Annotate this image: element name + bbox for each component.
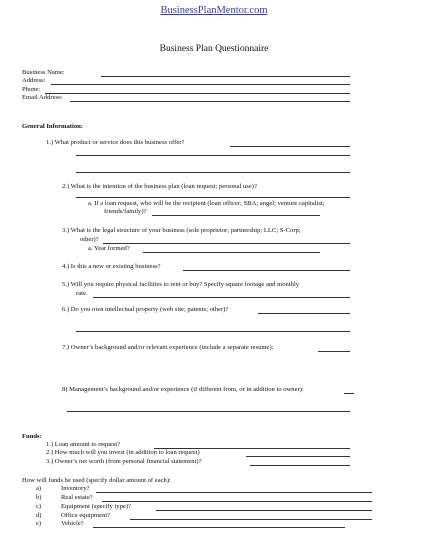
funds-item-3: 3.) Owner’s net worth (from personal financial statement)? <box>46 458 202 465</box>
question-1-answer-line-2[interactable] <box>76 155 350 156</box>
funds-usage-intro: How will funds be used (specify dollar amount of each): <box>22 477 171 484</box>
question-2a-answer[interactable] <box>152 215 320 216</box>
usage-label-office-equipment: Office equipment? <box>61 512 111 519</box>
usage-equipment-answer[interactable] <box>156 510 372 511</box>
question-1: 1.) What product or service does this business offer? <box>46 139 185 146</box>
question-5-line-1: 5.) Will you require physical facilities to rent or buy? Specify square footage and monthly <box>62 281 300 288</box>
funds-item-3-answer[interactable] <box>250 465 350 466</box>
usage-inventory-answer[interactable] <box>96 492 372 493</box>
usage-letter-d: d) <box>36 512 42 519</box>
question-4: 4.) Is this a new or existing business? <box>62 263 161 270</box>
usage-letter-c: c) <box>36 503 42 510</box>
business-name-label: Business Name: <box>22 69 65 76</box>
question-2a-line-1: a. If a loan request, who will be the recipient (loan officer; SBA; angel; venture capitalist; <box>88 200 325 207</box>
question-6: 6.) Do you own intellectual property (web site; patents; other)? <box>62 306 229 313</box>
email-label: Email Address: <box>22 94 63 101</box>
address-field[interactable] <box>51 84 350 85</box>
funds-item-2: 2.) How much will you invest (in addition to loan request) <box>46 449 200 456</box>
question-8-answer[interactable] <box>344 393 354 394</box>
question-1-answer[interactable] <box>230 146 350 147</box>
usage-label-inventory: Inventory? <box>61 485 90 492</box>
phone-label: Phone: <box>22 86 41 93</box>
question-3-line-2: other)? <box>80 236 99 243</box>
address-label: Address: <box>22 77 46 84</box>
usage-office-equipment-answer[interactable] <box>130 519 372 520</box>
funds-item-1: 1.) Loan amount to request? <box>46 441 121 448</box>
business-name-field[interactable] <box>101 76 350 77</box>
question-7-answer[interactable] <box>318 351 350 352</box>
funds-item-2-answer[interactable] <box>246 456 350 457</box>
usage-label-equipment: Equipment (specify type)? <box>61 503 131 510</box>
question-2-answer[interactable] <box>76 197 350 198</box>
phone-field[interactable] <box>45 93 350 94</box>
question-1-answer-line-3[interactable] <box>76 172 350 173</box>
question-5-line-2: rate. <box>76 290 88 297</box>
email-field[interactable] <box>70 101 350 102</box>
question-5-answer[interactable] <box>93 297 350 298</box>
question-2: 2.) What is the intention of the business plan (loan request; personal use)? <box>62 183 257 190</box>
question-3a: a. Year formed? <box>88 245 130 252</box>
question-4-answer[interactable] <box>183 270 350 271</box>
usage-letter-e: e) <box>36 520 42 527</box>
usage-label-vehicle: Vehicle? <box>61 520 84 527</box>
question-3-answer[interactable] <box>103 243 350 244</box>
question-2a-line-2: friends/family)? <box>104 208 147 215</box>
funds-heading: Funds: <box>22 433 42 440</box>
question-8-answer-line-2[interactable] <box>67 411 350 412</box>
usage-letter-b: b) <box>36 494 42 501</box>
question-6-answer-line-2[interactable] <box>76 331 350 332</box>
question-7: 7.) Owner’s background and/or relevant experience (include a separate resume): <box>62 344 274 351</box>
question-3-line-1: 3.) What is the legal structure of your business (sole proprietor; partnership; LLC; S-Corp; <box>62 227 301 234</box>
question-6-answer[interactable] <box>258 313 350 314</box>
site-link[interactable]: BusinessPlanMentor.com <box>160 5 268 16</box>
usage-vehicle-answer[interactable] <box>93 527 345 528</box>
question-8: 8) Management’s background and/or experience (if different from, or in addition to owner): <box>62 386 304 393</box>
usage-label-real-estate: Real estate? <box>61 494 93 501</box>
general-info-heading: General Information: <box>22 123 83 130</box>
question-3a-answer[interactable] <box>143 252 320 253</box>
usage-real-estate-answer[interactable] <box>102 501 372 502</box>
page-title: Business Plan Questionnaire <box>159 44 269 54</box>
usage-letter-a: a) <box>36 485 42 492</box>
